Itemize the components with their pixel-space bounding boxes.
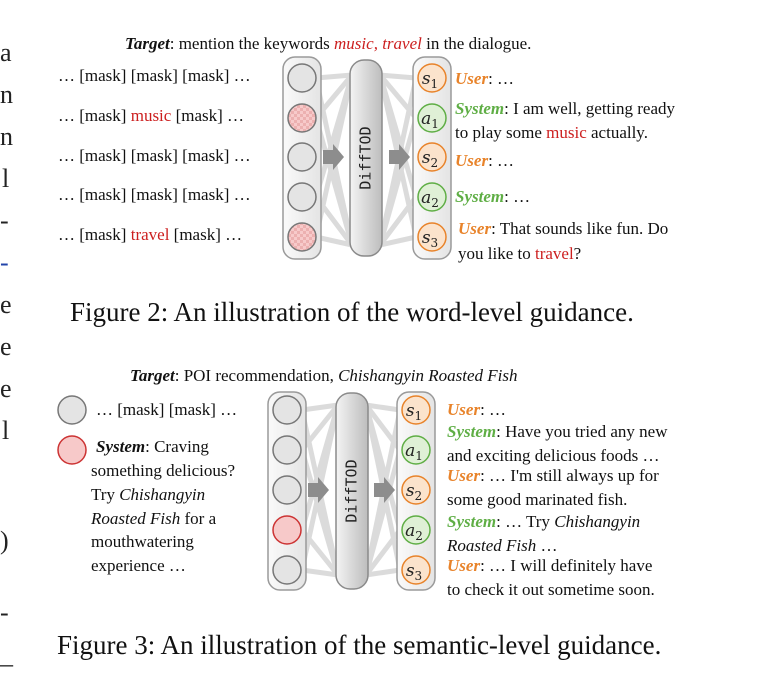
- token-node: [273, 476, 301, 504]
- dialogue-turn-cont: to check it out sometime soon.: [447, 580, 655, 599]
- state-label: $s_2$: [421, 148, 439, 170]
- state-label: $s_3$: [405, 561, 423, 583]
- token-node-guided: [273, 516, 301, 544]
- state-label: $s_2$: [405, 481, 423, 503]
- edge-glyph: l: [2, 416, 10, 445]
- token-node: [273, 436, 301, 464]
- edge-glyph: e: [0, 374, 12, 403]
- figure-caption: Figure 3: An illustration of the semantic-level guidance.: [57, 630, 662, 660]
- state-label: $a_2$: [405, 521, 423, 543]
- input-row: … [mask] travel [mask] …: [58, 225, 243, 244]
- target-label: Target: [130, 366, 175, 385]
- edge-glyph: -: [0, 248, 9, 277]
- poi-name: Chishangyin Roasted Fish: [338, 366, 518, 385]
- system-utterance-cont: Roasted Fish for a: [91, 509, 217, 528]
- edge-glyph: ): [0, 526, 9, 555]
- target-label: Target: [125, 34, 170, 53]
- keyword-travel: travel: [382, 34, 422, 53]
- dialogue-turn: User: …: [455, 69, 515, 88]
- dialogue-turn: User: …: [447, 400, 507, 419]
- dialogue-turn-cont: some good marinated fish.: [447, 490, 628, 509]
- dialogue-turn: System: Have you tried any new: [447, 422, 668, 441]
- keyword-music: music,: [334, 34, 378, 53]
- state-label: $a_2$: [421, 188, 439, 210]
- state-label: $s_1$: [421, 69, 439, 91]
- state-label: $a_1$: [405, 441, 423, 463]
- target-tail: in the dialogue.: [421, 34, 532, 53]
- edge-glyph: -: [0, 206, 9, 235]
- target-line: Target: POI recommendation, Chishangyin Roasted Fish: [130, 366, 518, 385]
- dialogue-turn-cont: Roasted Fish …: [447, 536, 558, 555]
- dialogue-turn-cont: you like to travel?: [458, 244, 582, 263]
- input-row: … [mask] music [mask] …: [58, 106, 245, 125]
- legend-node-system: [58, 436, 86, 464]
- dialogue-turn: User: That sounds like fun. Do: [458, 219, 669, 238]
- figure-caption: Figure 2: An illustration of the word-level guidance.: [70, 297, 634, 327]
- system-utterance-cont: experience …: [91, 556, 186, 575]
- dialogue-turn: System: I am well, getting ready: [455, 99, 675, 118]
- edge-glyph: l: [2, 164, 10, 193]
- target-text: : mention the keywords: [169, 34, 335, 53]
- difftod-label: DiffTOD: [356, 126, 375, 190]
- system-utterance-cont: Try Chishangyin: [91, 485, 206, 504]
- legend-node-mask: [58, 396, 86, 424]
- dialogue-turn-cont: to play some music actually.: [455, 123, 648, 142]
- edge-glyph: _: [0, 640, 13, 669]
- system-utterance: System: Craving: [96, 437, 209, 456]
- dialogue-turn: User: … I will definitely have: [447, 556, 653, 575]
- dialogue-turn: User: … I'm still always up for: [447, 466, 659, 485]
- dialogue-turn: User: …: [455, 151, 515, 170]
- state-label: $a_1$: [421, 109, 439, 131]
- edge-glyph: n: [0, 122, 13, 151]
- edge-glyph: e: [0, 290, 12, 319]
- input-row: … [mask] [mask] [mask] …: [58, 185, 251, 204]
- dialogue-turn-cont: and exciting delicious foods …: [447, 446, 660, 465]
- edge-glyph: n: [0, 80, 13, 109]
- system-utterance-cont: mouthwatering: [91, 532, 194, 551]
- edge-glyph: a: [0, 38, 12, 67]
- state-label: $s_1$: [405, 401, 423, 423]
- edge-glyph: -: [0, 598, 9, 627]
- token-node: [273, 396, 301, 424]
- edge-glyph: e: [0, 332, 12, 361]
- state-label: $s_3$: [421, 228, 439, 250]
- system-utterance-cont: something delicious?: [91, 461, 236, 480]
- dialogue-turn: System: … Try Chishangyin: [447, 512, 641, 531]
- dialogue-turn: System: …: [455, 187, 531, 206]
- input-row: … [mask] [mask] [mask] …: [58, 146, 251, 165]
- input-row: … [mask] [mask] [mask] …: [58, 66, 251, 85]
- token-node: [273, 556, 301, 584]
- difftod-label: DiffTOD: [342, 459, 361, 523]
- input-row: … [mask] [mask] …: [96, 400, 238, 419]
